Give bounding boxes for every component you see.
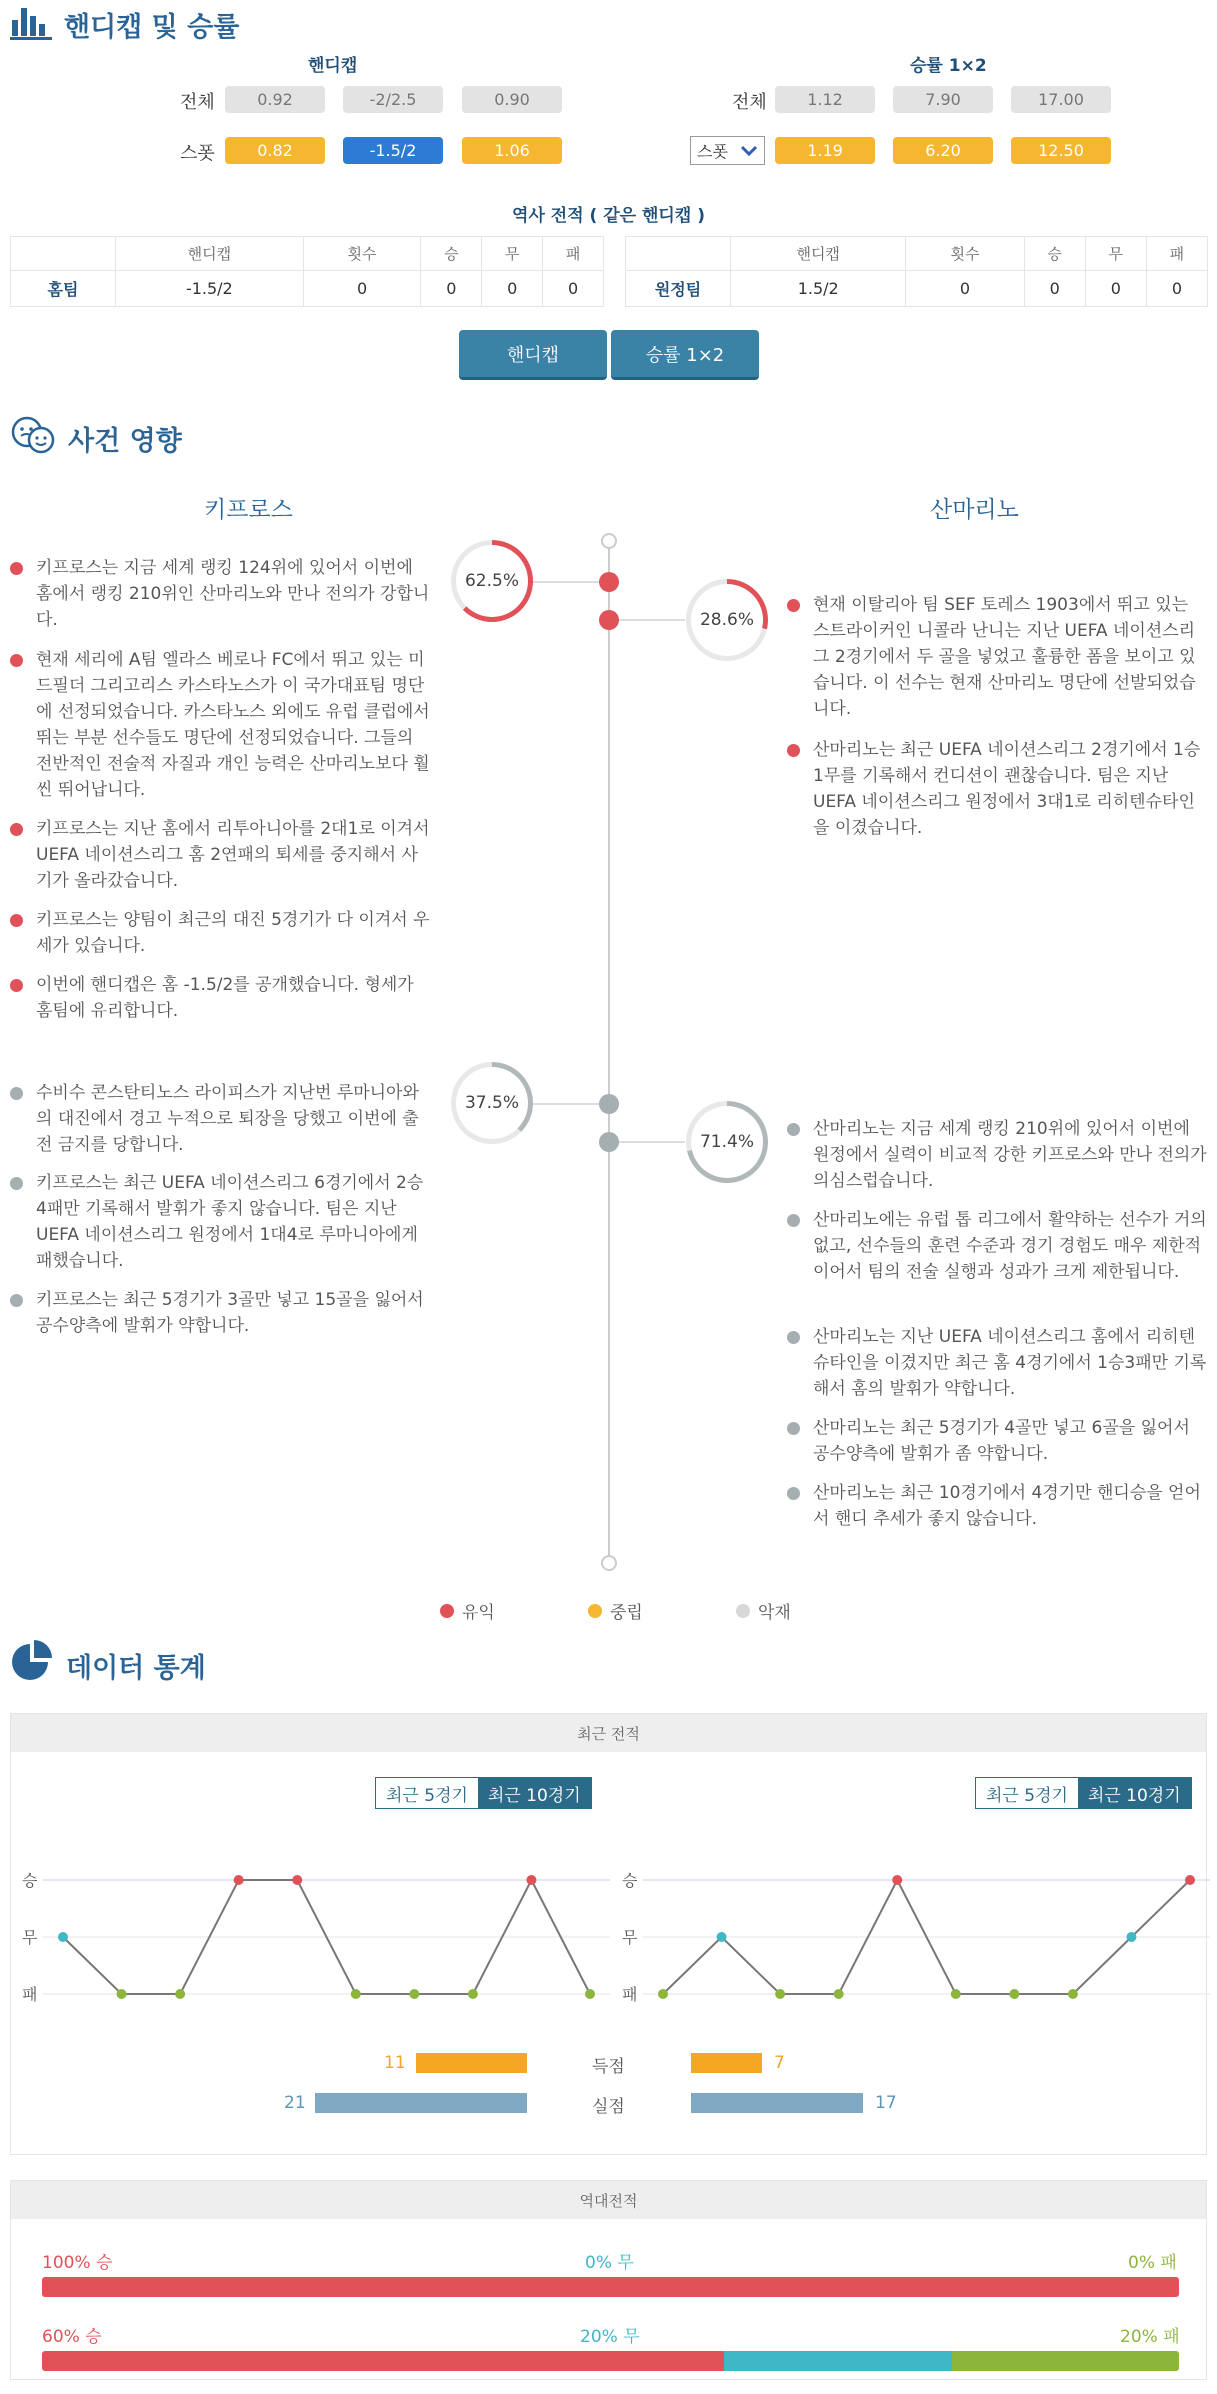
home-positive-item: 키프로스는 양팀이 최근의 대진 5경기가 다 이겨서 우세가 있습니다.	[10, 907, 430, 959]
away-negative-gauge	[686, 1101, 768, 1183]
col-draw: 무	[482, 237, 543, 271]
home-handicap: -1.5/2	[116, 271, 304, 307]
handicap-spot-home: 0.82	[225, 137, 325, 164]
home-conceded-value: 21	[284, 2093, 306, 2113]
history-title: 역사 전적 ( 같은 핸디캡 )	[512, 206, 705, 226]
winrate-button[interactable]: 승률 1×2	[611, 330, 759, 380]
connector	[532, 1103, 600, 1105]
col-win: 승	[421, 237, 482, 271]
form-point	[951, 1989, 961, 1999]
chevron-down-icon	[740, 143, 758, 162]
recent-form-title: 최근 전적	[11, 1714, 1206, 1752]
form-point	[892, 1875, 902, 1885]
col-count: 횟수	[303, 237, 421, 271]
home-conceded-bar	[315, 2093, 527, 2113]
winrate-spot-draw: 6.20	[893, 137, 993, 164]
col-handicap: 핸디캡	[731, 237, 906, 271]
tab-recent-5[interactable]: 최근 5경기	[976, 1778, 1078, 1808]
legend-bad: 악재	[736, 1598, 791, 1623]
bookmaker-select[interactable]	[690, 136, 765, 165]
timeline-end	[601, 1555, 617, 1571]
tab-recent-10[interactable]: 최근 10경기	[478, 1778, 591, 1808]
h2h2-draw-label: 20% 무	[580, 2327, 640, 2347]
h2h2-loss-label: 20% 패	[1120, 2327, 1180, 2347]
timeline-dot-away-negative	[599, 1132, 619, 1152]
pie-chart-icon	[10, 1640, 54, 1691]
bookmaker-select-value: 스폿	[697, 142, 728, 161]
handicap-button[interactable]: 핸디캡	[459, 330, 607, 380]
away-count: 0	[906, 271, 1024, 307]
form-point	[717, 1932, 727, 1942]
form-point	[468, 1989, 478, 1999]
col-handicap: 핸디캡	[116, 237, 304, 271]
handicap-row2-label: 스폿	[180, 143, 215, 164]
home-count: 0	[303, 271, 421, 307]
away-conceded-value: 17	[875, 2093, 897, 2113]
gauge-value: 28.6%	[691, 584, 763, 656]
timeline-dot-away-positive	[599, 610, 619, 630]
away-negative-item: 산마리노에는 유럽 톱 리그에서 활약하는 선수가 거의 없고, 선수들의 훈련 수준과 경기 경험도 매우 제한적이어서 팀의 전술 실행과 성과가 크게 제한됩니다.	[787, 1207, 1207, 1285]
home-loss: 0	[543, 271, 604, 307]
h2h-draw-segment	[724, 2351, 951, 2371]
tab-recent-10[interactable]: 최근 10경기	[1078, 1778, 1191, 1808]
away-negative-item: 산마리노는 최근 5경기가 4골만 넣고 6골을 잃어서 공수양측에 발휘가 좀 약합니다.	[787, 1415, 1207, 1467]
form-point	[1068, 1989, 1078, 1999]
legend-good: 유익	[440, 1598, 495, 1623]
section-title-text: 사건 영향	[68, 426, 182, 457]
handicap-spot-line: -1.5/2	[343, 137, 443, 164]
winrate-total-win: 1.12	[775, 86, 875, 113]
h2h1-draw-label: 0% 무	[585, 2253, 634, 2273]
away-goals-bar	[691, 2053, 762, 2073]
winrate-spot-loss: 12.50	[1011, 137, 1111, 164]
col-loss: 패	[1146, 237, 1207, 271]
home-win: 0	[421, 271, 482, 307]
y-tick-label: 승	[22, 1871, 38, 1890]
form-point	[409, 1989, 419, 1999]
home-positive-item: 키프로스는 지금 세계 랭킹 124위에 있어서 이번에 홈에서 랭킹 210위인 산마리노와 만나 전의가 강합니다.	[10, 555, 430, 633]
tab-recent-5[interactable]: 최근 5경기	[376, 1778, 478, 1808]
winrate-header: 승률 1×2	[910, 56, 987, 76]
gauge-value: 37.5%	[456, 1067, 528, 1139]
form-point	[775, 1989, 785, 1999]
timeline-start	[601, 533, 617, 549]
connector	[617, 619, 685, 621]
home-negative-item: 수비수 콘스탄티노스 라이피스가 지난번 루마니아와의 대진에서 경고 누적으로 퇴장을 당했고 이번에 출전 금지를 당합니다.	[10, 1080, 430, 1158]
y-tick-label: 패	[622, 1985, 638, 2004]
handicap-row1-label: 전체	[180, 92, 215, 113]
gauge-value: 71.4%	[691, 1106, 763, 1178]
connector	[532, 581, 600, 583]
away-negative-item: 산마리노는 지금 세계 랭킹 210위에 있어서 이번에 원정에서 실력이 비교적 강한 키프로스와 만나 전의가 의심스럽습니다.	[787, 1116, 1207, 1194]
section-title-text: 핸디캡 및 승률	[64, 12, 240, 43]
away-team-name: 산마리노	[930, 497, 1019, 523]
form-point	[1185, 1875, 1195, 1885]
home-label: 홈팀	[11, 271, 116, 307]
h2h1-win-label: 100% 승	[42, 2253, 113, 2273]
home-positive-item: 이번에 핸디캡은 홈 -1.5/2를 공개했습니다. 형세가 홈팀에 유리합니다.	[10, 972, 430, 1024]
history-home-table	[10, 236, 604, 307]
gauge-value: 62.5%	[456, 545, 528, 617]
winrate-total-loss: 17.00	[1011, 86, 1111, 113]
away-conceded-bar	[691, 2093, 863, 2113]
form-point	[526, 1875, 536, 1885]
y-tick-label: 무	[22, 1928, 38, 1947]
legend-bad-dot	[736, 1604, 750, 1618]
h2h2-win-label: 60% 승	[42, 2327, 102, 2347]
legend-neutral-dot	[588, 1604, 602, 1618]
h2h1-loss-label: 0% 패	[1128, 2253, 1177, 2273]
home-recent-tabs	[375, 1777, 592, 1809]
form-point	[58, 1932, 68, 1942]
h2h1-bar	[42, 2277, 1179, 2297]
col-win: 승	[1024, 237, 1085, 271]
form-point	[1126, 1932, 1136, 1942]
timeline-dot-home-positive	[599, 572, 619, 592]
winrate-row1-label: 전체	[732, 92, 767, 113]
y-tick-label: 패	[22, 1985, 38, 2004]
legend-neutral: 중립	[588, 1598, 643, 1623]
home-positive-item: 현재 세리에 A팀 엘라스 베로나 FC에서 뛰고 있는 미드필더 그리고리스 카스타노스가 이 국가대표팀 명단에 선정되었습니다. 카스타노스 외에도 유럽 클럽에서 뛰는 부분 선수들도 명단에 선정되었습니다. 그들의 전반적인 전술적 자질과 개인 능력은 산마리노보다 훨씬 뛰어납니다.	[10, 647, 430, 803]
home-positive-gauge	[451, 540, 533, 622]
form-point	[175, 1989, 185, 1999]
away-loss: 0	[1146, 271, 1207, 307]
home-draw: 0	[482, 271, 543, 307]
handicap-total-home: 0.92	[225, 86, 325, 113]
section-title-text: 데이터 통계	[66, 1653, 206, 1684]
form-point	[585, 1989, 595, 1999]
home-negative-item: 키프로스는 최근 UEFA 네이션스리그 6경기에서 2승4패만 기록해서 발휘가 좋지 않습니다. 팀은 지난 UEFA 네이션스리그 원정에서 1대4로 루마니아에게 패했습니다.	[10, 1170, 430, 1274]
away-negative-item: 산마리노는 최근 10경기에서 4경기만 핸디승을 얻어서 핸디 추세가 좋지 않습니다.	[787, 1480, 1207, 1532]
h2h-win-segment	[42, 2351, 724, 2371]
h2h-title: 역대전적	[11, 2181, 1206, 2219]
winrate-spot-win: 1.19	[775, 137, 875, 164]
timeline-line	[608, 540, 610, 1563]
home-positive-item: 키프로스는 지난 홈에서 리투아니아를 2대1로 이겨서 UEFA 네이션스리그 홈 2연패의 퇴세를 중지해서 사기가 올라갔습니다.	[10, 816, 430, 894]
form-point	[351, 1989, 361, 1999]
h2h-loss-segment	[952, 2351, 1179, 2371]
col-loss: 패	[543, 237, 604, 271]
winrate-total-draw: 7.90	[893, 86, 993, 113]
h2h2-bar	[42, 2351, 1179, 2371]
form-point	[234, 1875, 244, 1885]
h2h-win-segment	[42, 2277, 1179, 2297]
faces-icon	[10, 415, 56, 462]
away-goals-value: 7	[774, 2053, 785, 2073]
handicap-total-away: 0.90	[462, 86, 562, 113]
col-draw: 무	[1085, 237, 1146, 271]
recent-form-charts	[0, 1860, 1217, 2010]
bar-chart-icon	[10, 2, 52, 47]
away-recent-tabs	[975, 1777, 1192, 1809]
y-tick-label: 무	[622, 1928, 638, 1947]
away-handicap: 1.5/2	[731, 271, 906, 307]
handicap-total-line: -2/2.5	[343, 86, 443, 113]
legend-good-dot	[440, 1604, 454, 1618]
form-point	[117, 1989, 127, 1999]
section-title-stats	[10, 1640, 206, 1691]
away-positive-item: 현재 이탈리아 팀 SEF 토레스 1903에서 뛰고 있는 스트라이커인 니콜라 난니는 지난 UEFA 네이션스리그 2경기에서 두 골을 넣었고 훌륭한 폼을 보이고 있습니다. 이 선수는 현재 산마리노 명단에 선발되었습니다.	[787, 592, 1207, 722]
form-point	[292, 1875, 302, 1885]
home-negative-item: 키프로스는 최근 5경기가 3골만 넣고 15골을 잃어서 공수양측에 발휘가 약합니다.	[10, 1287, 430, 1339]
handicap-spot-away: 1.06	[462, 137, 562, 164]
form-point	[1009, 1989, 1019, 1999]
away-win: 0	[1024, 271, 1085, 307]
goals-label: 득점	[592, 2057, 625, 2077]
section-title-events	[10, 415, 182, 462]
home-goals-bar	[416, 2053, 527, 2073]
form-point	[658, 1989, 668, 1999]
section-title-odds	[10, 2, 239, 47]
connector	[617, 1141, 685, 1143]
conceded-label: 실점	[592, 2097, 625, 2117]
home-goals-value: 11	[384, 2053, 406, 2073]
timeline-dot-home-negative	[599, 1094, 619, 1114]
away-positive-gauge	[686, 579, 768, 661]
y-tick-label: 승	[622, 1871, 638, 1890]
away-positive-item: 산마리노는 최근 UEFA 네이션스리그 2경기에서 1승1무를 기록해서 컨디션이 괜찮습니다. 팀은 지난 UEFA 네이션스리그 원정에서 3대1로 리히텐슈타인을 이겼습니다.	[787, 737, 1207, 841]
col-count: 횟수	[906, 237, 1024, 271]
home-negative-gauge	[451, 1062, 533, 1144]
home-team-name: 키프로스	[204, 497, 293, 523]
away-draw: 0	[1085, 271, 1146, 307]
away-negative-item: 산마리노는 지난 UEFA 네이션스리그 홈에서 리히텐슈타인을 이겼지만 최근 홈 4경기에서 1승3패만 기록해서 홈의 발휘가 약합니다.	[787, 1324, 1207, 1402]
form-point	[834, 1989, 844, 1999]
handicap-header: 핸디캡	[308, 56, 358, 76]
history-away-table	[625, 236, 1208, 307]
away-label: 원정팀	[626, 271, 731, 307]
